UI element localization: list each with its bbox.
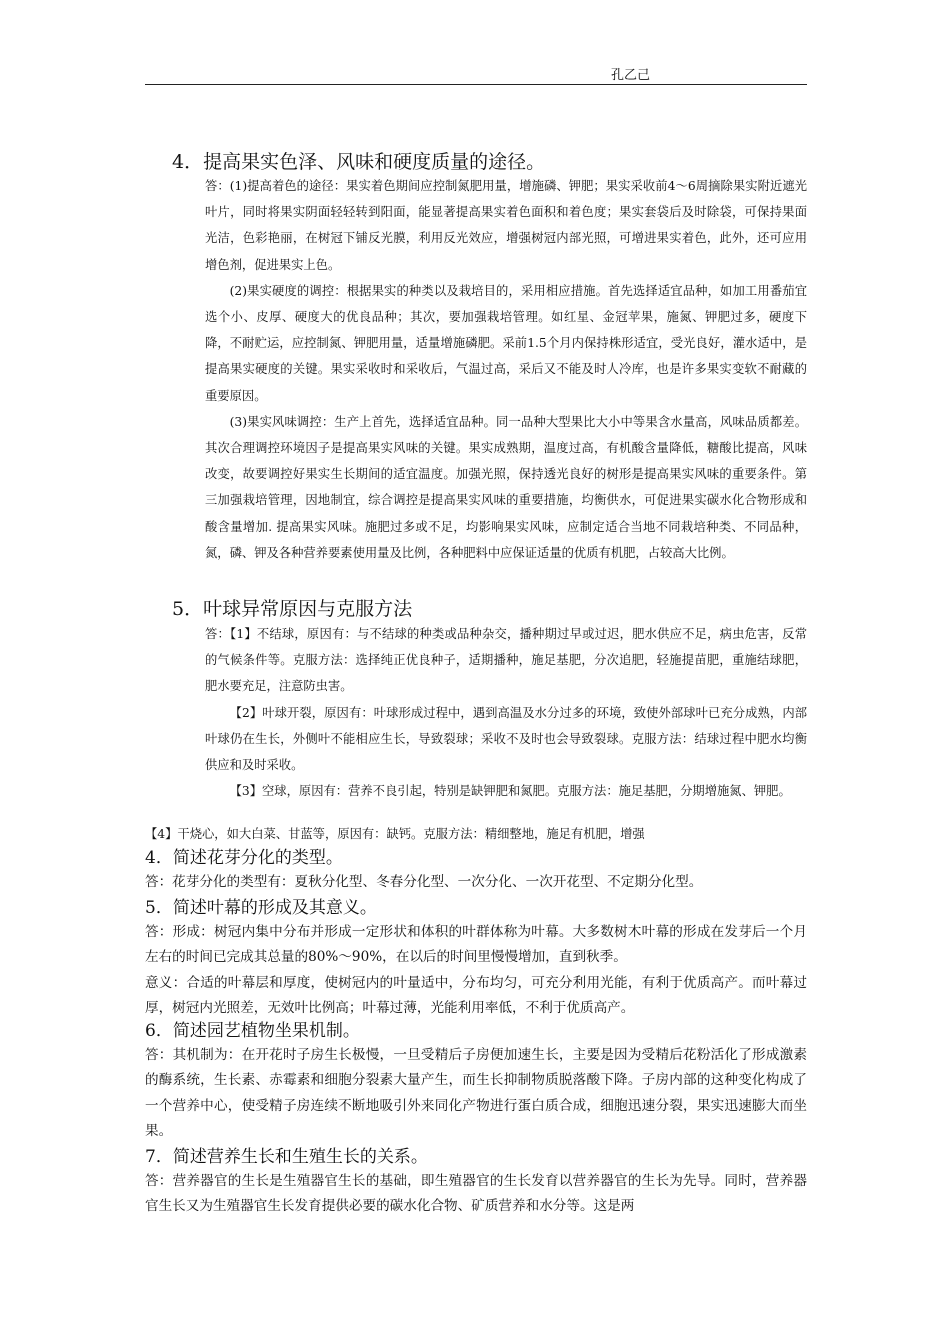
q4-answer [205, 173, 807, 566]
header-rule [145, 84, 807, 85]
q4-para-1: 答：(1)提高着色的途径：果实着色期间应控制氮肥用量，增施磷、钾肥；果实采收前4～6周摘除果实附近遮光叶片，同时将果实阴面轻轻转到阳面，能显著提高果实着色面积和着色度；果实套袋后及时除袋，可保持果面光洁，色彩艳丽，在树冠下铺反光膜，利用反光效应，增强树冠内部光照，可增进果实着色，此外，还可应用增色剂，促进果实上色。 [205, 179, 807, 272]
sec4-answer: 答：花芽分化的类型有：夏秋分化型、冬春分化型、一次分化、一次开花型、不定期分化型。 [145, 874, 703, 890]
sec6-answer [145, 1043, 807, 1144]
sec5-answer [145, 920, 807, 1021]
sec7-answer [145, 1169, 807, 1220]
sec7-para-1: 答：营养器官的生长是生殖器官生长的基础，即生殖器官的生长发育以营养器官的生长为先导。同时，营养器官生长又为生殖器官生长发育提供必要的碳水化合物、矿质营养和水分等。这是两 [145, 1173, 807, 1215]
q5-para-1: 答：【1】不结球，原因有：与不结球的种类或品种杂交，播种期过早或过迟，肥水供应不足，病虫危害，反常的气候条件等。克服方法：选择纯正优良种子，适期播种，施足基肥，分次追肥，轻施提苗肥，重施结球肥，肥水要充足，注意防虫害。 [205, 627, 807, 694]
q4-para-3: (3)果实风味调控：生产上首先，选择适宜品种。同一品种大型果比大小中等果含水量高，风味品质都差。其次合理调控环境因子是提高果实风味的关键。果实成熟期，温度过高，有机酸含量降低，糖酸比提高，风味改变，故要调控好果实生长期间的适宜温度。加强光照，保持透光良好的树形是提高果实风味的重要条件。第三加强栽培管理，因地制宜，综合调控是提高果实风味的重要措施，均衡供水，可促进果实碳水化合物形成和酸含量增加. 提高果实风味。施肥过多或不足，均影响果实风味，应制定适合当地不同栽培种类、不同品种，氮，磷、钾及各种营养要素使用量及比例，各种肥料中应保证适量的优质有机肥，占较高大比例。 [205, 414, 807, 560]
q5-answer [205, 621, 807, 804]
q5-para-2: 【2】叶球开裂，原因有：叶球形成过程中，遇到高温及水分过多的环境，致使外部球叶已充分成熟，内部叶球仍在生长，外侧叶不能相应生长，导致裂球；采收不及时也会导致裂球。克服方法：结球过程中肥水均衡供应和及时采收。 [205, 705, 807, 773]
q4-title: 4．提高果实色泽、风味和硬度质量的途径。 [172, 151, 546, 173]
sec4-title: 4．简述花芽分化的类型。 [145, 848, 343, 868]
q4-para-2: (2)果实硬度的调控：根据果实的种类以及栽培目的，采用相应措施。首先选择适宜品种，如加工用番茄宜选个小、皮厚、硬度大的优良品种；其次，要加强栽培管理。如红星、金冠苹果，施氮、钾肥过多，硬度下降，不耐贮运，应控制氮、钾肥用量，适量增施磷肥。采前1.5个月内保持株形适宜，受光良好，灌水适中，是提高果实硬度的关键。果实采收时和采收后，气温过高，采后又不能及时人冷库，也是许多果实变软不耐藏的重要原因。 [205, 283, 807, 403]
sec5-para-1: 答：形成：树冠内集中分布并形成一定形状和体积的叶群体称为叶幕。大多数树木叶幕的形成在发芽后一个月左右的时间已完成其总量的80%～90%，在以后的时间里慢慢增加，直到秋季。 [145, 924, 807, 966]
header-name: 孔乙己 [611, 68, 651, 83]
q5-para-3: 【3】空球，原因有：营养不良引起，特别是缺钾肥和氮肥。克服方法：施足基肥，分期增施氮、钾肥。 [229, 784, 791, 799]
sec6-para-1: 答：其机制为：在开花时子房生长极慢，一旦受精后子房便加速生长，主要是因为受精后花粉活化了形成激素的酶系统，生长素、赤霉素和细胞分裂素大量产生，而生长抑制物质脱落酸下降。子房内部的这种变化构成了一个营养中心，使受精子房连续不断地吸引外来同化产物进行蛋白质合成，细胞迅速分裂，果实迅速膨大而坐果。 [145, 1047, 807, 1139]
q5-title: 5．叶球异常原因与克服方法 [172, 598, 413, 620]
sec5-para-2: 意义：合适的叶幕层和厚度，使树冠内的叶量适中，分布均匀，可充分利用光能，有利于优质高产。而叶幕过厚，树冠内光照差，无效叶比例高；叶幕过薄，光能利用率低，不利于优质高产。 [145, 974, 807, 1016]
sec7-title: 7．简述营养生长和生殖生长的关系。 [145, 1147, 428, 1167]
sec5-title: 5．简述叶幕的形成及其意义。 [145, 898, 377, 918]
q5-item-4: 【4】干烧心，如大白菜、甘蓝等，原因有：缺钙。克服方法：精细整地，施足有机肥，增强 [145, 827, 645, 841]
sec6-title: 6．简述园艺植物坐果机制。 [145, 1021, 360, 1041]
